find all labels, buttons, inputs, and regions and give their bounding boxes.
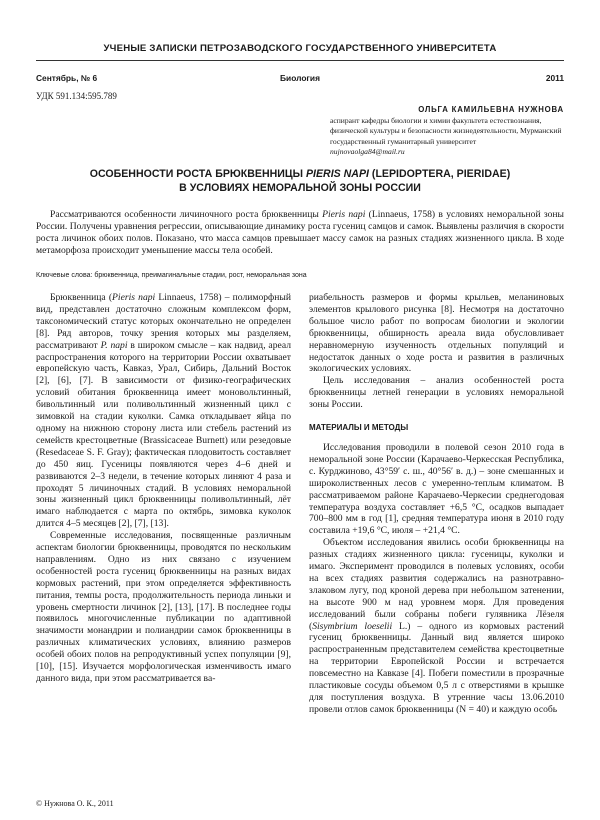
object-part-a: Объектом исследования явились особи брюквенницы на разных стадиях жизненного цикла: гусеницы, куколки и имаго. Эксперимент проводился в полевых условиях, особи на всех стадиях развития содержались на разнотравно-злаковом лугу, под кроной дерева при небольшом затенении, на высоте 900 м над уровнем моря. Для проведения исследований были собраны побеги гулявника Лёзеля ( (309, 537, 564, 632)
author-name: ОЛЬГА КАМИЛЬЕВНА НУЖНОВА (418, 105, 564, 114)
paragraph-intro (36, 292, 291, 530)
title-part-a: ОСОБЕННОСТИ РОСТА БРЮКВЕННИЦЫ (89, 168, 306, 180)
intro-part-a: Брюквенница ( (50, 292, 113, 303)
left-column (36, 292, 291, 685)
object-part-b: L.) – одного из кормовых растений гусениц брюквенницы. Данный вид является широко распространенным представителем семейства крестоцветные на территории Европейской России и встречается повсеместно на Кавказе [4]. Побеги поместили в прозрачные пластиковые сосуды объемом 0,5 л с отверстиями в крышке для поступления воздуха. В утренние часы 13.06.2010 провели отлов самок брюквенницы (N = 40) и каждую особь (309, 620, 564, 715)
author-affiliation: аспирант кафедры биологии и химии факультета естествознания, физической культуры и безопасности жизнедеятельности, Мурманский государственный гуманитарный университет (330, 115, 562, 146)
keywords: Ключевые слова: брюквенница, преимагинальные стадии, рост, неморальная зона (36, 272, 307, 279)
intro-part-c: в широком смысле – как надвид, ареал распространения которого на территории России охватывает европейскую часть, Кавказ, Урал, Сибирь, Дальний Восток [2], [6], [7]. В зависимости от физико-географических условий обитания брюквенница имеет моновольтинный, бивольтинный или поливольтинный жизненный цикл с зимовкой на стадии куколки. Самка откладывает яйца по одному на нижнюю сторону листа или стебель растений из семейств крестоцветные (Brassicaceae Burnett) или резедовые (Resedaceae S. F. Gray); фактическая плодовитость составляет до 450 яиц. Гусеницы появляются через 4–6 дней и развиваются 2–3 недели, в течение которых линяют 4 раза и проходят 5 личиночных стадий. В условиях неморальной зоны жизненный цикл брюквенницы поливольтинный, лёт имаго наблюдается с марта по октябрь, зимовка куколок длится 4–5 месяцев [2], [7], [13]. (36, 339, 291, 530)
udk-code: УДК 591.134:595.789 (36, 91, 117, 101)
title-line-2: В УСЛОВИЯХ НЕМОРАЛЬНОЙ ЗОНЫ РОССИИ (179, 181, 421, 194)
abstract (36, 209, 564, 257)
abstract-part-b: (Linnaeus, 1758) в условиях неморальной зоны России. Получены уравнения регрессии, описывающие динамику роста гусениц самцов и самок. Выявлены различия в скорости роста личинок обоих полов. Показано, что масса самцов превышает массу самок на разных стадиях жизненного цикла. В ходе метаморфоза происходит уменьшение массы тела особей. (36, 209, 565, 256)
paragraph-goal: Цель исследования – анализ особенностей роста брюквенницы летней генерации в условиях неморальной зоны России. (309, 375, 564, 411)
article-title (36, 168, 564, 196)
abstract-part-a: Рассматриваются особенности личиночного роста брюквенницы (50, 209, 323, 220)
paragraph-study-site: Исследования проводили в полевой сезон 2010 года в неморальной зоне России (Карачаево-Черкесская Республика, с. Курджиново, 43°59′ с. ш., 40°56′ в. д.) – зоне смешанных и широколиственных лесов с умеренно-теплым климатом. В рассматриваемом районе Карачаево-Черкесии среднегодовая температура воздуха составляет +6,5 °С, осадков выпадает 700–800 мм в год [1], средняя температура июня в 2010 году составила +19,6 °С, июля – +21,4 °С. (309, 441, 564, 537)
journal-title: УЧЕНЫЕ ЗАПИСКИ ПЕТРОЗАВОДСКОГО ГОСУДАРСТВЕННОГО УНИВЕРСИТЕТА (103, 43, 497, 54)
paragraph-object (309, 537, 564, 716)
section-label: Биология (280, 73, 320, 83)
intro-part-b: Linnaeus, 1758) – полиморфный вид, представлен достаточно сложным комплексом форм, таксономический статус которых окончательно не определен [8]. Ряд авторов, точку зрения которых мы разделяем, рассматривают (36, 292, 291, 351)
title-part-b: (LEPIDOPTERA, PIERIDAE) (368, 168, 511, 180)
paragraph-continuation: риабельность размеров и формы крыльев, меланиновых элементов крылового рисунка [8]. Несмотря на достаточно большое число работ по вопросам биологии и экологии брюквенницы, обширность ареала вида обусловливает неравномерную изученность отдельных популяций и недостаток данных о ходе роста и развития в различных экологических условиях. (309, 292, 564, 375)
title-species: PIERIS NAPI (305, 168, 369, 180)
issue-label: Сентябрь, № 6 (36, 73, 98, 83)
section-heading-methods: МАТЕРИАЛЫ И МЕТОДЫ (309, 423, 409, 433)
right-column (309, 292, 564, 716)
paragraph-research: Современные исследования, посвященные различным аспектам биологии брюквенницы, проводятся по нескольким направлениям. Одно из них связано с изучением особенностей роста гусениц брюквенницы на разных видах кормовых растений, при этом определяется эффективность питания, темпы роста, продолжительность периода линьки и уровень смертности личинок [2], [13], [17]. В последнее годы появилось многочисленные публикации по адаптивной значимости монандрии и полиандрии самок брюквенницы в различных климатических условиях, влиянию размеров особей обоих полов на репродуктивный успех популяции [9], [10], [15]. Изучается морфологическая изменчивость имаго данного вида, при этом рассматривается ва- (36, 530, 291, 684)
intro-species-2: P. napi (100, 339, 128, 351)
header-rule (36, 60, 564, 61)
year-label: 2011 (545, 73, 564, 83)
intro-species: Pieris napi (112, 292, 156, 303)
object-species: Sisymbrium loeselii (312, 620, 393, 632)
author-email: nujnovaolga84@mail.ru (330, 147, 405, 157)
copyright: © Нужнова О. К., 2011 (36, 799, 114, 808)
abstract-species: Pieris napi (322, 209, 366, 220)
author-block (330, 105, 564, 158)
